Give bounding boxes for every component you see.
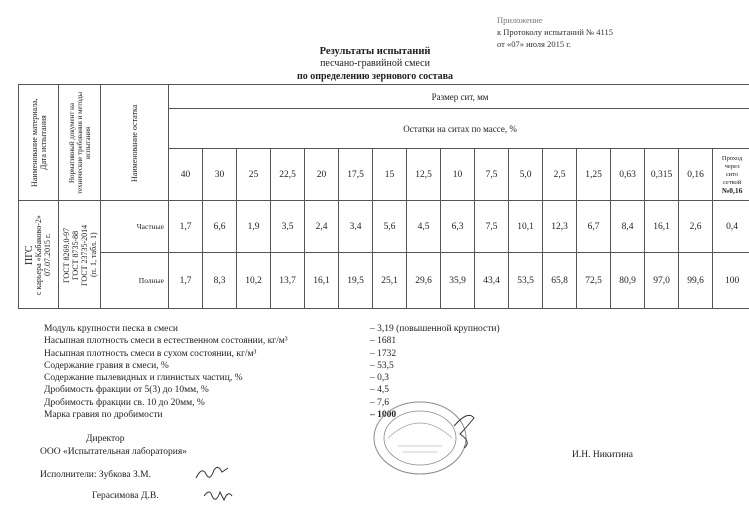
table-cell: 1,9 (237, 201, 271, 253)
table-cell: 80,9 (611, 253, 645, 309)
material-cell: ПГС с карьера «Кабаково-2» 07.07.2015 г. (19, 201, 59, 309)
col-material-header: Наименование материала, Дата испытания (19, 85, 59, 201)
sieve-size: 30 (203, 149, 237, 201)
table-cell: 72,5 (577, 253, 611, 309)
sieve-size: 0,63 (611, 149, 645, 201)
table-cell: 29,6 (407, 253, 441, 309)
pass-through-header: Проход через сито сеткой №0,16 (713, 149, 749, 201)
property-value: – 4,5 (370, 385, 389, 396)
lab-stamp-icon (368, 398, 478, 478)
table-cell: 10,1 (509, 201, 543, 253)
sieve-size: 1,25 (577, 149, 611, 201)
sieve-size: 20 (305, 149, 339, 201)
appendix-line: Приложение (497, 15, 543, 25)
sieve-size: 0,16 (679, 149, 713, 201)
director-title: Директор (86, 434, 125, 444)
appendix-date: от «07» июля 2015 г. (497, 39, 571, 49)
table-cell: 3,4 (339, 201, 373, 253)
sieve-size: 22,5 (271, 149, 305, 201)
property-label: Насыпная плотность смеси в сухом состоянии, кг/м³ (44, 348, 257, 359)
executor-2-name: Герасимова Д.В. (92, 491, 159, 501)
sieve-size: 40 (169, 149, 203, 201)
table-cell: 19,5 (339, 253, 373, 309)
property-value: – 1681 (370, 336, 397, 347)
table-cell: 99,6 (679, 253, 713, 309)
property-label: Насыпная плотность смеси в естественном состоянии, кг/м³ (44, 336, 288, 347)
table-cell: 43,4 (475, 253, 509, 309)
col-standard-header: Нормативный документ на технические требования и методы испытания (59, 85, 101, 201)
residue-header: Остатки на ситах по массе, % (169, 109, 749, 149)
sieve-size: 2,5 (543, 149, 577, 201)
property-label: Модуль крупности песка в смеси (44, 324, 178, 334)
document-subtitle-2: по определению зернового состава (296, 71, 454, 82)
organization-name: ООО «Испытательная лаборатория» (40, 447, 187, 457)
table-cell: 6,3 (441, 201, 475, 253)
signature-2-icon (200, 482, 236, 506)
table-cell: 97,0 (645, 253, 679, 309)
table-cell: 2,4 (305, 201, 339, 253)
table-cell: 35,9 (441, 253, 475, 309)
row-label-total: Полные (101, 253, 169, 309)
row-label-partial: Частные (101, 201, 169, 253)
document-title: Результаты испытаний (319, 46, 431, 57)
sieve-size: 7,5 (475, 149, 509, 201)
table-cell: 16,1 (645, 201, 679, 253)
table-cell: 25,1 (373, 253, 407, 309)
table-cell: 1,7 (169, 201, 203, 253)
table-cell: 3,5 (271, 201, 305, 253)
col-residue-header: Наименование остатка (101, 85, 169, 201)
property-label: Дробимость фракции св. 10 до 20мм, % (44, 397, 205, 408)
sieve-size: 0,315 (645, 149, 679, 201)
property-label: Содержание гравия в смеси, % (44, 360, 169, 371)
property-label: Содержание пылевидных и глинистых частиц, % (44, 373, 243, 384)
table-cell: 12,3 (543, 201, 577, 253)
table-cell: 65,8 (543, 253, 577, 309)
table-cell: 8,3 (203, 253, 237, 309)
sieve-size: 25 (237, 149, 271, 201)
property-value: – 1732 (370, 348, 397, 359)
property-value: – 0,3 (370, 373, 389, 384)
sieve-size: 15 (373, 149, 407, 201)
appendix-protocol: к Протоколу испытаний № 4115 (497, 27, 613, 37)
sieve-size: 5,0 (509, 149, 543, 201)
sieve-size: 12,5 (407, 149, 441, 201)
sieve-size: 10 (441, 149, 475, 201)
table-cell-pass: 100 (713, 253, 749, 309)
properties-labels (44, 323, 288, 421)
table-cell: 13,7 (271, 253, 305, 309)
table-cell: 2,6 (679, 201, 713, 253)
table-cell: 7,5 (475, 201, 509, 253)
executors-label: Исполнители: (40, 470, 97, 480)
results-table (18, 84, 749, 309)
table-cell: 6,6 (203, 201, 237, 253)
property-label: Марка гравия по дробимости (44, 410, 163, 421)
property-value: – 1000 (370, 410, 397, 421)
table-cell: 1,7 (169, 253, 203, 309)
property-value: – 53,5 (370, 360, 394, 371)
table-cell: 16,1 (305, 253, 339, 309)
table-cell: 53,5 (509, 253, 543, 309)
director-name: И.Н. Никитина (572, 450, 634, 460)
standard-cell: ГОСТ 8269.0-97 ГОСТ 8735-88 ГОСТ 23735-2014 (п. 1, табл. 1) (59, 201, 101, 309)
executor-1-name: Зубкова З.М. (98, 470, 151, 480)
document-subtitle: песчано-гравийной смеси (320, 58, 430, 69)
table-cell: 6,7 (577, 201, 611, 253)
property-value: – 3,19 (повышенной крупности) (370, 324, 500, 334)
table-cell-pass: 0,4 (713, 201, 749, 253)
property-value: – 7,6 (370, 397, 389, 408)
table-cell: 8,4 (611, 201, 645, 253)
sieve-size-header: Размер сит, мм (169, 85, 749, 109)
property-label: Дробимость фракции от 5(3) до 10мм, % (44, 385, 209, 396)
executor-1 (40, 470, 151, 480)
sieve-size: 17,5 (339, 149, 373, 201)
table-cell: 10,2 (237, 253, 271, 309)
appendix-header (497, 14, 613, 50)
table-row-total (19, 253, 749, 309)
table-cell: 4,5 (407, 201, 441, 253)
table-row-partial (19, 201, 749, 253)
table-cell: 5,6 (373, 201, 407, 253)
